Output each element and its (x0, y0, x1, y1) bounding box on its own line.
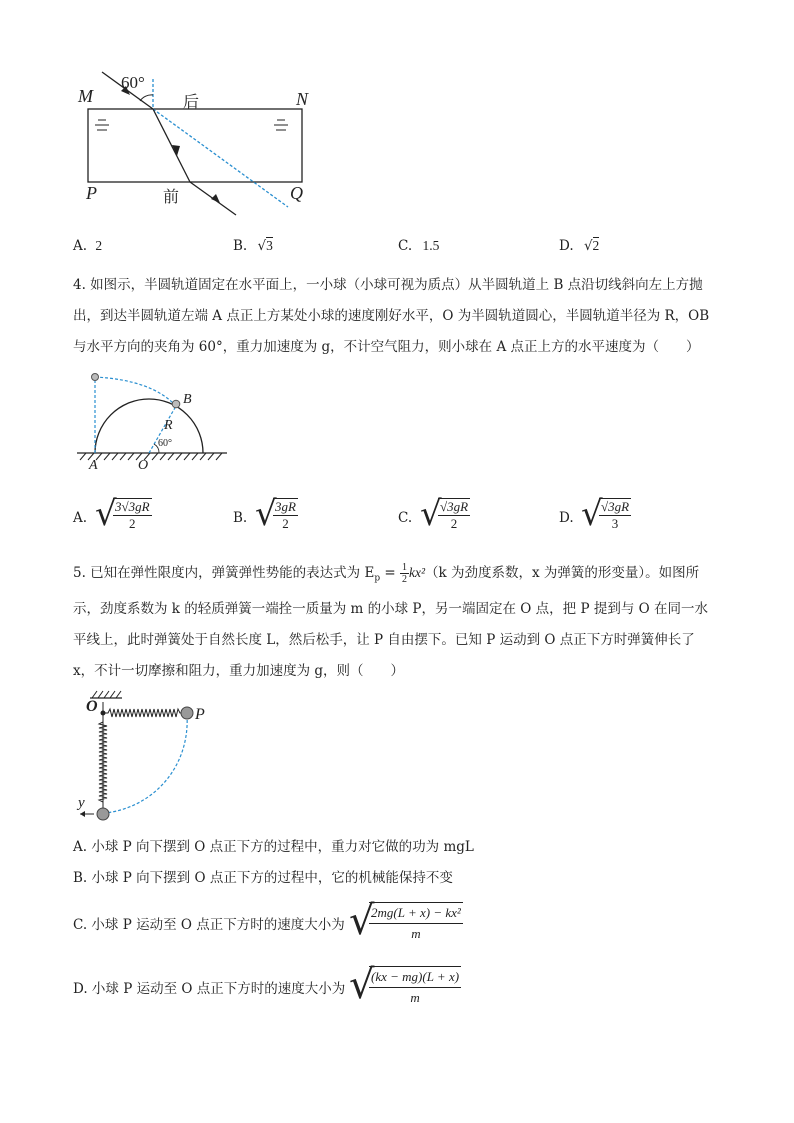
option-value: 3 (266, 238, 273, 253)
emergent-arrow (211, 194, 220, 203)
option-numerator: 3√3gR (115, 499, 150, 514)
water-mark-left (95, 120, 109, 130)
fig1-label-back: 后 (183, 92, 200, 111)
vertical-spring (99, 720, 107, 806)
fig2-angle: 60° (158, 438, 172, 449)
option-value: 2 (95, 238, 103, 253)
q3-option-d[interactable] (559, 238, 599, 254)
option-letter: B. (233, 510, 248, 526)
sqrt-icon: √ (255, 494, 277, 534)
option-value: 2 (592, 238, 600, 253)
fig3-label-y: y (78, 795, 85, 811)
fig2-label-b: B (183, 392, 192, 407)
water-mark-right (274, 120, 288, 130)
ep-subscript: p (374, 573, 381, 584)
trajectory (105, 715, 187, 813)
fig1-label-front: 前 (163, 187, 180, 206)
option-denominator: 2 (129, 516, 136, 531)
option-letter: D. (559, 238, 574, 254)
option-denominator: 2 (450, 516, 458, 531)
option-denominator: m (411, 926, 421, 941)
ball-top (92, 374, 99, 381)
q5-line-2: 示，劲度系数为 k 的轻质弹簧一端拴一质量为 m 的小球 P，另一端固定在 O 点，把 P 提到与 O 在同一水 (73, 601, 708, 617)
option-denominator: 2 (282, 516, 289, 531)
sqrt-icon: √ (349, 962, 375, 1008)
q5-line-1-text: 5. 已知在弹性限度内，弹簧弹性势能的表达式为 E (73, 565, 375, 581)
option-letter: C. (398, 510, 413, 526)
q4-line-3: 与水平方向的夹角为 60°，重力加速度为 g，不计空气阻力，则小球在 A 点正上方的水平速度为（ ） (73, 339, 700, 355)
fig1-label-p: P (86, 183, 97, 203)
half-fraction (400, 562, 409, 585)
horizontal-spring (105, 709, 182, 717)
sqrt-icon: √ (349, 898, 375, 944)
option-denominator: m (410, 990, 420, 1005)
fig1-angle-label: 60° (121, 73, 145, 92)
option-letter: C. (398, 238, 413, 254)
ground-hatch (80, 453, 222, 460)
equals: = (380, 565, 400, 581)
fig1-label-q: Q (290, 183, 303, 203)
option-d-text: D. 小球 P 运动至 O 点正下方时的速度大小为 (73, 981, 346, 997)
fig3-label-o: O (86, 698, 98, 715)
q5-line-1-rest: （k 为劲度系数，x 为弹簧的形变量）。如图所 (425, 565, 700, 581)
sqrt-icon: √ (581, 494, 603, 534)
q3-option-b[interactable] (233, 238, 273, 254)
glass-block (88, 109, 302, 182)
q4-line-1: 4. 如图示，半圆轨道固定在水平面上，一小球（小球可视为质点）从半圆轨道上 B 点沿切线斜向左上方抛 (73, 277, 703, 293)
option-numerator: 2mg(L + x) − kx² (369, 903, 463, 924)
ball-b (172, 400, 180, 408)
sqrt-icon: √ (583, 238, 593, 254)
option-letter: B. (233, 238, 248, 254)
q3-option-a[interactable] (73, 238, 102, 254)
q5-line-1 (73, 560, 699, 592)
fig2-label-r: R (164, 418, 173, 433)
semicircle-figure (72, 368, 242, 468)
option-numerator: √3gR (601, 499, 630, 514)
option-letter: A. (73, 238, 88, 254)
sqrt-icon: √ (420, 494, 442, 534)
option-value: 1.5 (422, 238, 440, 253)
option-letter: D. (559, 510, 574, 526)
q5-line-3: 平线上，此时弹簧处于自然长度 L，然后松手，让 P 自由摆下。已知 P 运动到 O 点正下方时弹簧伸长了 (73, 632, 695, 648)
fig2-label-a: A (89, 458, 98, 473)
option-numerator: √3gR (440, 499, 469, 514)
ceiling-hatch (92, 691, 121, 698)
fig3-label-p: P (195, 706, 205, 723)
trajectory (95, 377, 176, 406)
q5-line-4: x，不计一切摩擦和阻力，重力加速度为 g，则（ ） (73, 663, 405, 679)
kx-squared: kx² (409, 565, 426, 580)
fig1-label-n: N (296, 89, 309, 109)
sqrt-icon: √ (257, 238, 267, 254)
fig1-label-m: M (78, 86, 93, 106)
half-num: 1 (402, 562, 407, 573)
sqrt-icon: √ (95, 494, 117, 534)
q3-option-c[interactable] (398, 238, 439, 254)
ball-bottom (97, 808, 109, 820)
option-numerator: (kx − mg)(L + x) (369, 967, 461, 988)
q5-option-c[interactable] (73, 900, 493, 950)
pivot-o (101, 711, 106, 716)
option-letter: A. (73, 510, 88, 526)
fig2-label-o: O (138, 458, 149, 473)
option-numerator: 3gR (275, 499, 296, 514)
option-c-text: C. 小球 P 运动至 O 点正下方时的速度大小为 (73, 917, 345, 933)
angle-arc (140, 95, 153, 101)
option-denominator: 3 (611, 516, 619, 531)
q5-option-b[interactable]: B. 小球 P 向下摆到 O 点正下方的过程中，它的机械能保持不变 (73, 870, 453, 886)
q5-option-d[interactable] (73, 964, 493, 1014)
q5-option-a[interactable]: A. 小球 P 向下摆到 O 点正下方的过程中，重力对它做的功为 mgL (73, 839, 474, 855)
half-den: 2 (402, 574, 407, 585)
q4-line-2: 出，到达半圆轨道左端 A 点正上方某处小球的速度刚好水平，O 为半圆轨道圆心，半圆轨道半径为 R，OB (73, 308, 710, 324)
refracted-ray (153, 109, 190, 182)
ball-p (181, 707, 193, 719)
